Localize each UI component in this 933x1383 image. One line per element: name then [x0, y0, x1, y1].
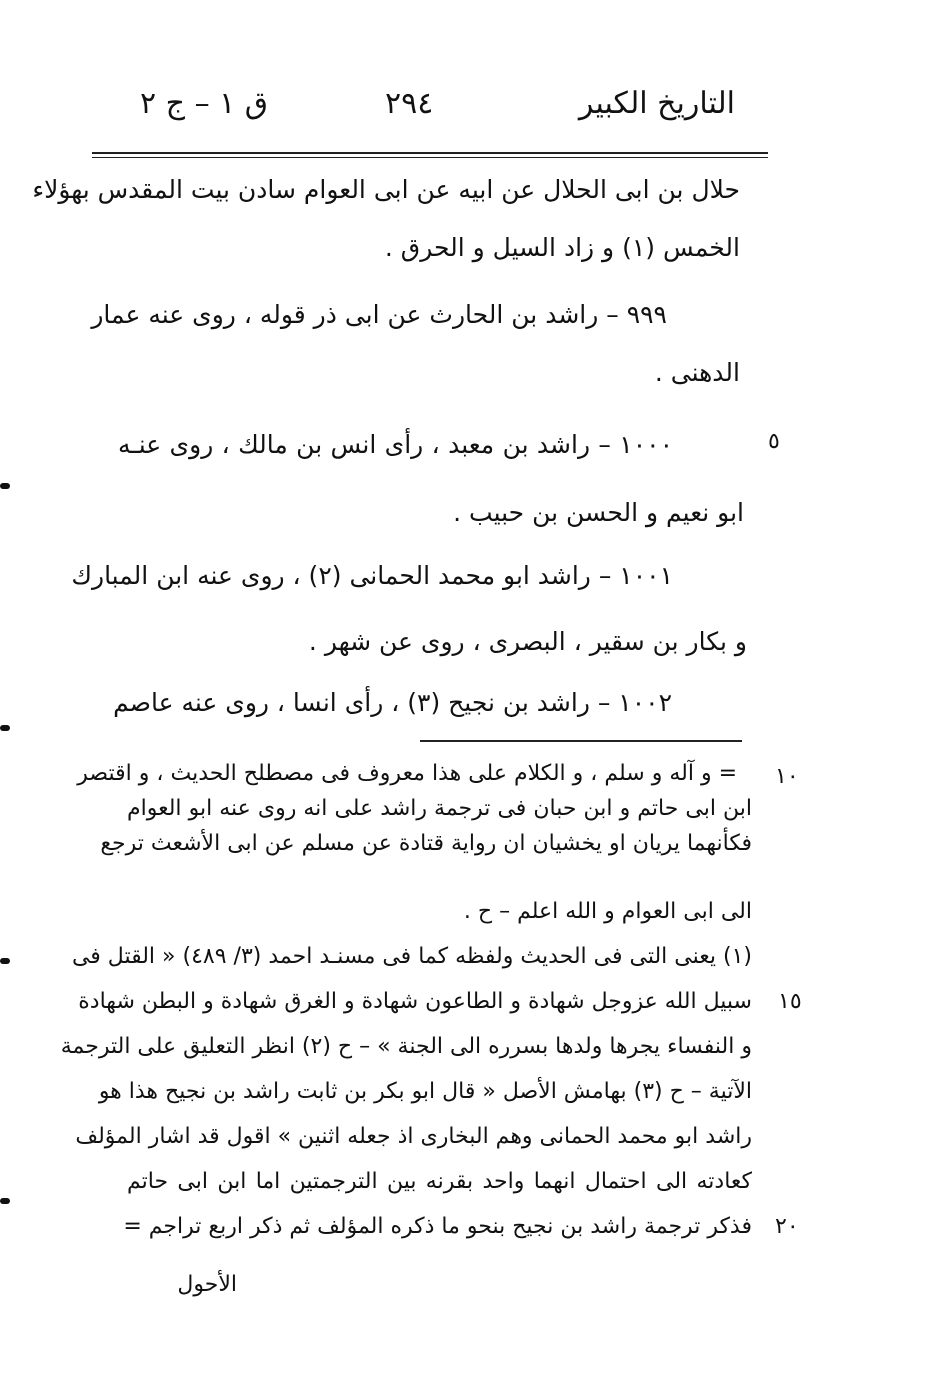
- margin-line-number: ١٠: [775, 764, 799, 789]
- header-rule-bottom: [92, 157, 768, 158]
- binding-mark: [0, 958, 10, 964]
- body-line: الخمس (١) و زاد السيل و الحرق .: [384, 233, 740, 262]
- footnote-line: ابن ابى حاتم و ابن حبان فى ترجمة راشد على انه روى عنه ابو العوام: [127, 796, 752, 821]
- body-line: و بكار بن سقير ، البصرى ، روى عن شهر .: [308, 627, 747, 656]
- footnote-line: الآتية – ح (٣) بهامش الأصل « قال ابو بكر بن ثابت راشد بن نجيح هذا هو: [98, 1079, 752, 1104]
- footnote-line: الى ابى العوام و الله اعلم – ح .: [463, 899, 752, 924]
- footnote-line: و النفساء يجرها ولدها بسرره الى الجنة » – ح (٢) انظر التعليق على الترجمة: [60, 1034, 752, 1059]
- body-line: حلال بن ابى الحلال عن ابيه عن ابى العوام سادن بيت المقدس بهؤلاء: [32, 175, 740, 204]
- running-title: التاريخ الكبير: [578, 86, 735, 121]
- binding-mark: [0, 483, 10, 489]
- footnote-line: سبيل الله عزوجل شهادة و الطاعون شهادة و الغرق شهادة و البطن شهادة: [78, 989, 752, 1014]
- margin-line-number: ٥: [768, 429, 780, 454]
- footnote-line: فذكر ترجمة راشد بن نجيح بنحو ما ذكره المؤلف ثم ذكر اربع تراجم =: [123, 1214, 752, 1239]
- body-line: ابو نعيم و الحسن بن حبيب .: [453, 498, 744, 527]
- binding-mark: [0, 1198, 10, 1204]
- footnote-line: = و آله و سلم ، و الكلام على هذا معروف فى مصطلح الحديث ، و اقتصر: [77, 761, 737, 786]
- footnote-separator: [420, 740, 742, 742]
- header-rule-top: [92, 152, 768, 154]
- body-line: ١٠٠١ – راشد ابو محمد الحمانى (٢) ، روى عنه ابن المبارك: [71, 561, 673, 590]
- footnote-line: كعادته الى احتمال انهما واحد بقرنه بين الترجمتين اما ابن ابى حاتم: [127, 1169, 752, 1194]
- margin-line-number: ١٥: [778, 989, 802, 1014]
- margin-line-number: ٢٠: [775, 1214, 799, 1239]
- binding-mark: [0, 725, 10, 731]
- body-line: ١٠٠٠ – راشد بن معبد ، رأى انس بن مالك ، روى عنـه: [118, 430, 673, 459]
- page-number: ٢٩٤: [385, 86, 434, 121]
- body-line: ١٠٠٢ – راشد بن نجيح (٣) ، رأى انسا ، روى عنه عاصم: [113, 688, 672, 717]
- footnote-line: فكأنهما يريان او يخشيان ان رواية قتادة عن مسلم عن ابى الأشعث ترجع: [100, 831, 752, 856]
- footnote-line: (١) يعنى التى فى الحديث ولفظه كما فى مسنـد احمد (٣/ ٤٨٩) « القتل فى: [71, 944, 752, 969]
- volume-label: ق ١ – ج ٢: [140, 86, 269, 121]
- body-line: الدهنى .: [654, 358, 740, 387]
- body-line: ٩٩٩ – راشد بن الحارث عن ابى ذر قوله ، روى عنه عمار: [91, 300, 667, 329]
- footnote-line: الأحول: [177, 1272, 237, 1297]
- footnote-line: راشد ابو محمد الحمانى وهم البخارى اذ جعله اثنين » اقول قد اشار المؤلف: [75, 1124, 752, 1149]
